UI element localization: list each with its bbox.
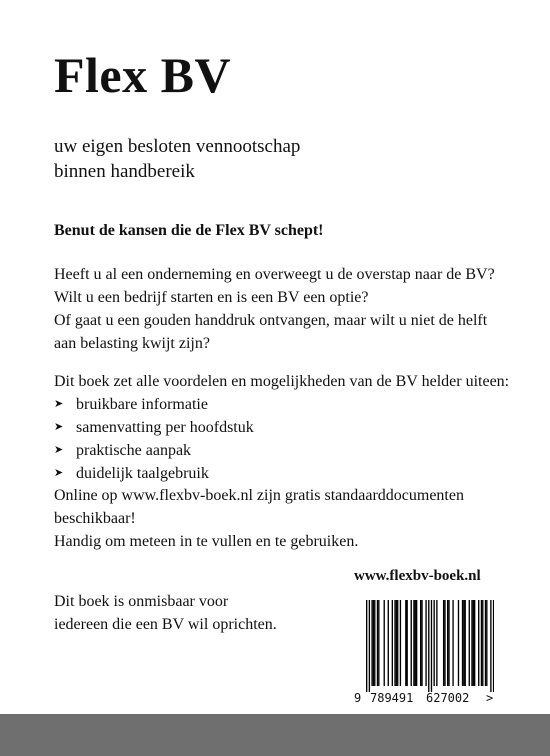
barcode-bar xyxy=(388,600,389,686)
barcode-bar xyxy=(366,600,367,692)
barcode-bar xyxy=(369,600,370,692)
arrowhead-bullet-icon: ➤ xyxy=(54,467,64,479)
paragraph-line: beschikbaar! xyxy=(54,510,136,527)
barcode-bar xyxy=(452,600,453,686)
barcode-bar xyxy=(481,600,482,686)
list-item-label: duidelijk taalgebruik xyxy=(76,465,209,482)
subtitle-line: uw eigen besloten vennootschap xyxy=(54,136,301,157)
barcode-bar xyxy=(425,600,426,686)
barcode-bar xyxy=(373,600,374,686)
barcode-bar xyxy=(458,600,459,686)
barcode-bar xyxy=(374,600,375,686)
barcode-bar xyxy=(428,600,429,692)
paragraph-line: Heeft u al een onderneming en overweegt u de overstap naar de BV? xyxy=(54,266,495,283)
paragraph-line: Wilt u een bedrijf starten en is een BV een optie? xyxy=(54,289,369,306)
barcode-bar xyxy=(471,600,472,686)
isbn-barcode xyxy=(354,600,514,710)
isbn-end-mark: > xyxy=(486,691,494,705)
list-item xyxy=(54,439,509,462)
arrowhead-bullet-icon: ➤ xyxy=(54,398,64,410)
barcode-bar xyxy=(421,600,422,686)
barcode-bar xyxy=(384,600,385,686)
list-item xyxy=(54,393,509,416)
barcode-bar xyxy=(371,600,372,686)
list-item xyxy=(54,462,509,485)
website-url: www.flexbv-boek.nl xyxy=(354,568,481,584)
barcode-bar xyxy=(462,600,463,686)
barcode-bar xyxy=(448,600,449,686)
barcode-bar xyxy=(397,600,398,686)
list-item-label: samenvatting per hoofdstuk xyxy=(76,419,254,436)
paragraph-line: Handig om meteen in te vullen en te gebruiken. xyxy=(54,533,359,550)
features-paragraph xyxy=(54,370,509,485)
arrowhead-bullet-icon: ➤ xyxy=(54,421,64,433)
intro-paragraph xyxy=(54,263,495,355)
barcode-bar xyxy=(443,600,444,686)
barcode-bar xyxy=(400,600,401,686)
barcode-bar xyxy=(486,600,487,686)
barcode-bars xyxy=(354,600,494,692)
list-item xyxy=(54,416,509,439)
barcode-bar xyxy=(396,600,397,686)
barcode-bar xyxy=(473,600,474,686)
barcode-bar xyxy=(413,600,414,686)
barcode-bar xyxy=(493,600,494,692)
list-item-label: bruikbare informatie xyxy=(76,396,208,413)
isbn-first-digit: 9 xyxy=(354,691,362,705)
paragraph-line: Of gaat u een gouden handdruk ontvangen, maar wilt u niet de helft xyxy=(54,312,488,329)
barcode-bar xyxy=(420,600,421,686)
footer-bar xyxy=(0,714,550,756)
barcode-bar xyxy=(447,600,448,686)
barcode-bar xyxy=(405,600,406,686)
barcode-bar xyxy=(407,600,408,686)
list-item-label: praktische aanpak xyxy=(76,442,192,459)
arrowhead-bullet-icon: ➤ xyxy=(54,444,64,456)
barcode-bar xyxy=(394,600,395,686)
barcode-bar xyxy=(415,600,416,686)
paragraph-line: Dit boek is onmisbaar voor xyxy=(54,593,229,610)
lead-sentence: Benut de kansen die de Flex BV schept! xyxy=(54,222,324,239)
online-paragraph xyxy=(54,484,464,553)
barcode-bar xyxy=(416,600,417,686)
barcode-bar xyxy=(485,600,486,686)
paragraph-line: aan belasting kwijt zijn? xyxy=(54,335,210,352)
barcode-bar xyxy=(378,600,379,686)
barcode-bar xyxy=(377,600,378,686)
features-intro: Dit boek zet alle voordelen en mogelijkheden van de BV helder uiteen: xyxy=(54,373,510,390)
barcode-bar xyxy=(474,600,475,686)
barcode-bar xyxy=(469,600,470,686)
barcode-bar xyxy=(392,600,393,686)
features-list xyxy=(54,393,509,485)
barcode-bar xyxy=(444,600,445,686)
barcode-bar xyxy=(436,600,437,686)
paragraph-line: Online op www.flexbv-boek.nl zijn gratis standaarddocumenten xyxy=(54,487,464,504)
subtitle xyxy=(54,134,300,184)
barcode-bar xyxy=(490,600,491,692)
barcode-bar xyxy=(465,600,466,686)
barcode-bar xyxy=(482,600,483,686)
paragraph-line: iedereen die een BV wil oprichten. xyxy=(54,616,277,633)
book-title: Flex BV xyxy=(54,47,232,103)
barcode-bar xyxy=(411,600,412,686)
isbn-left-group: 789491 xyxy=(370,691,414,705)
barcode-bar xyxy=(431,600,432,692)
closing-paragraph xyxy=(54,590,277,636)
barcode-bar xyxy=(478,600,479,686)
barcode-bar xyxy=(434,600,435,686)
isbn-right-group: 627002 xyxy=(426,691,470,705)
subtitle-line: binnen handbereik xyxy=(54,161,195,182)
barcode-bar xyxy=(463,600,464,686)
